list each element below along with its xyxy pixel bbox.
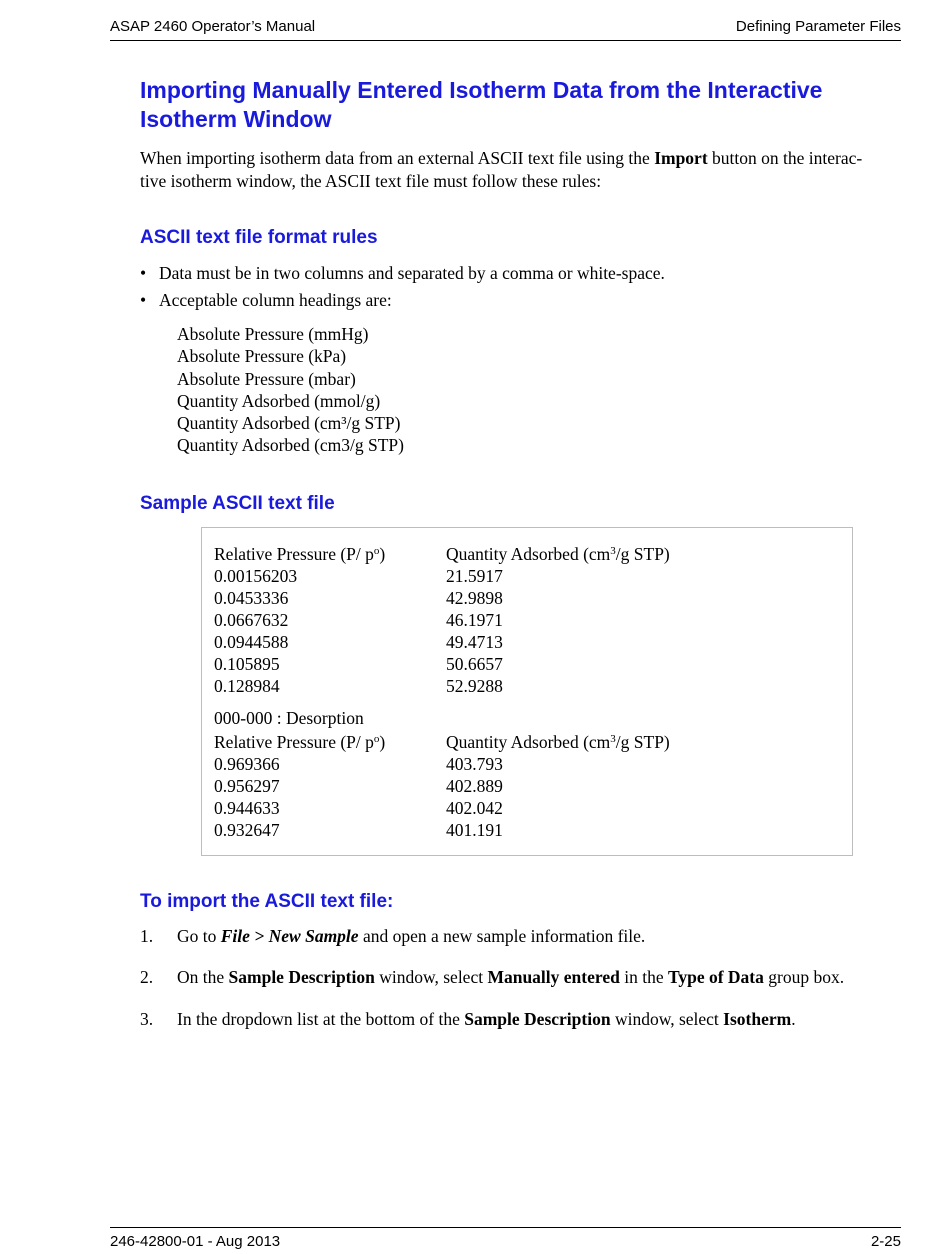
step-text: Go to File > New Sample and open a new sample information file. xyxy=(177,926,646,946)
step-text: On the Sample Description window, select Manually entered in the Type of Data group box. xyxy=(177,967,845,987)
page-number: 2-25 xyxy=(870,1233,901,1250)
manual-title: ASAP 2460 Operator’s Manual xyxy=(110,18,316,35)
sample-heading: Sample ASCII text file xyxy=(140,493,335,514)
bullet-symbol: • xyxy=(140,263,147,283)
data-row: 0.932647 401.191 xyxy=(214,820,503,840)
desorption-header-row xyxy=(214,732,670,753)
data-row: 0.944633 402.042 xyxy=(214,798,503,818)
sample-file-box xyxy=(201,527,853,856)
column-heading: Quantity Adsorbed (cm3/g STP) xyxy=(177,435,404,456)
column-heading: Quantity Adsorbed (cm³/g STP) xyxy=(177,413,401,434)
sample-header-row xyxy=(214,544,670,565)
data-row: 0.0453336 42.9898 xyxy=(214,588,503,608)
quantity-header: Quantity Adsorbed ($cm^3/g$ STP) xyxy=(446,544,670,564)
data-row: 0.105895 50.6657 xyxy=(214,654,503,674)
section-title xyxy=(140,76,880,134)
column-heading: Absolute Pressure (mbar) xyxy=(177,368,356,389)
column-heading: Absolute Pressure (mmHg) xyxy=(177,324,369,344)
section-title-line1: Importing Manually Entered Isotherm Data from the Interactive xyxy=(140,77,823,103)
column-headings-list xyxy=(177,323,404,457)
step-text: In the dropdown list at the bottom of the Sample Description window, select Isotherm. xyxy=(177,1009,796,1029)
intro-import-bold: Import xyxy=(654,148,708,168)
document-number: 246-42800-01 - Aug 2013 xyxy=(110,1233,281,1250)
step-number: 3. xyxy=(140,1009,154,1029)
column-heading: Quantity Adsorbed (mmol/g) xyxy=(177,390,381,411)
page-header xyxy=(110,18,901,41)
step-number: 1. xyxy=(140,926,154,946)
desorption-label: 000-000 : Desorption xyxy=(214,708,364,728)
page-footer xyxy=(110,1227,901,1250)
pressure-header: Relative Pressure (P/ $p^o$) xyxy=(214,544,386,564)
import-heading: To import the ASCII text file: xyxy=(140,891,394,912)
quantity-header: Quantity Adsorbed ($cm^3/g$ STP) xyxy=(446,732,670,752)
menu-path: File > New Sample xyxy=(220,926,359,946)
step-number: 2. xyxy=(140,967,154,987)
intro-paragraph xyxy=(140,147,902,193)
data-row: 0.969366 403.793 xyxy=(214,754,503,774)
column-heading: Absolute Pressure (kPa) xyxy=(177,346,347,367)
section-title-line2: Isotherm Window xyxy=(140,106,332,132)
data-row: 0.0667632 46.1971 xyxy=(214,610,503,630)
intro-text-3: tive isotherm window, the ASCII text file must follow these rules: xyxy=(140,171,602,191)
bullet-text: Acceptable column headings are: xyxy=(159,290,392,310)
data-row: 0.0944588 49.4713 xyxy=(214,632,503,652)
data-row: 0.128984 52.9288 xyxy=(214,676,503,696)
pressure-header: Relative Pressure (P/ $p^o$) xyxy=(214,732,386,752)
intro-text-2: button on the interac- xyxy=(707,148,863,168)
data-row: 0.00156203 21.5917 xyxy=(214,566,503,586)
bullet-symbol: • xyxy=(140,290,147,310)
bullet-text: Data must be in two columns and separated by a comma or white-space. xyxy=(159,263,665,283)
data-row: 0.956297 402.889 xyxy=(214,776,503,796)
intro-text-1: When importing isotherm data from an external ASCII text file using the xyxy=(140,148,655,168)
chapter-title: Defining Parameter Files xyxy=(735,18,901,35)
format-rules-heading: ASCII text file format rules xyxy=(140,227,378,248)
